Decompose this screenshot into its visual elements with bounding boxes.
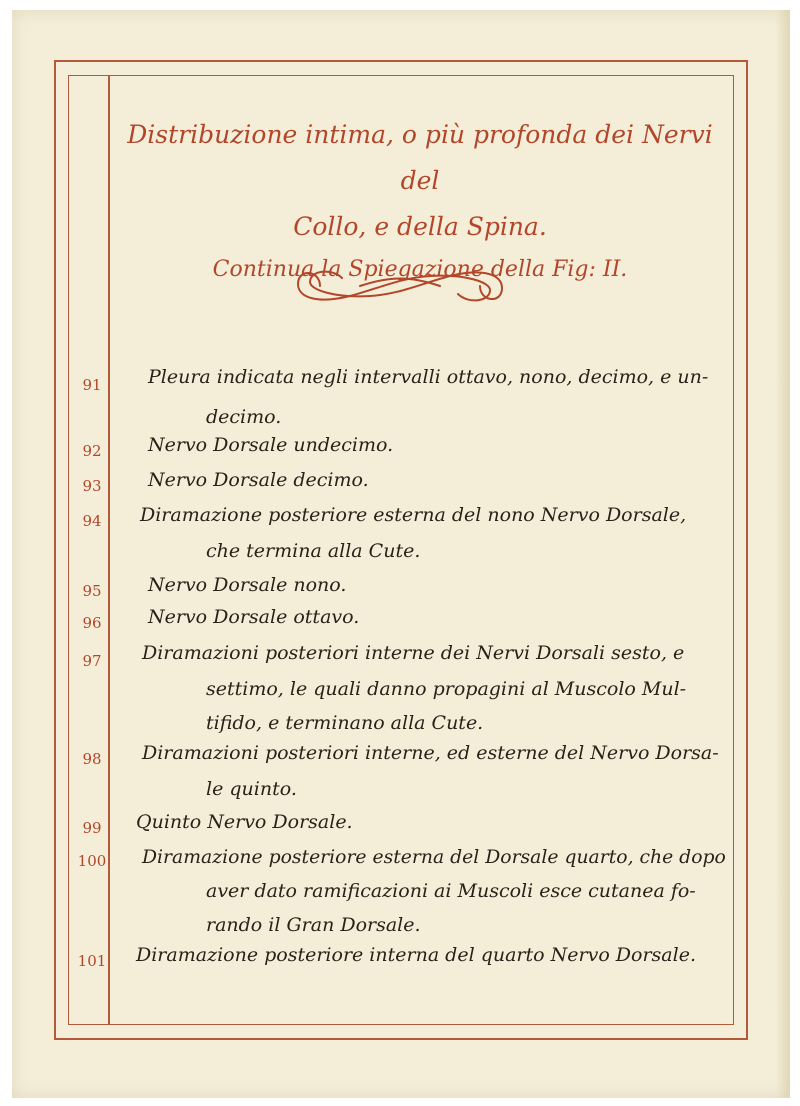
entry-number: 98	[82, 750, 102, 768]
title-line-1: Distribuzione intima, o più profonda dei Nervi del	[127, 120, 713, 195]
entry-text: Diramazioni posteriori interne, ed esterne del Nervo Dorsa-	[142, 742, 719, 764]
entry-text: aver dato ramificazioni ai Muscoli esce cutanea fo-	[206, 880, 696, 902]
entry-text: Nervo Dorsale nono.	[148, 574, 347, 596]
entry-number: 99	[82, 819, 102, 837]
entry-text: Nervo Dorsale ottavo.	[148, 606, 360, 628]
entry-text: settimo, le quali danno propagini al Muscolo Mul-	[206, 678, 687, 700]
entry-text: Diramazione posteriore esterna del nono Nervo Dorsale,	[140, 504, 687, 526]
entry-text: Nervo Dorsale undecimo.	[148, 434, 394, 456]
entry-text: Diramazione posteriore esterna del Dorsale quarto, che dopo	[142, 846, 726, 868]
entry-text: Nervo Dorsale decimo.	[148, 469, 369, 491]
entry-number: 100	[77, 852, 107, 870]
calligraphic-flourish	[290, 258, 510, 314]
entry-number: 97	[82, 652, 102, 670]
entry-number: 91	[82, 376, 102, 394]
entry-number: 92	[82, 442, 102, 460]
entry-text: Quinto Nervo Dorsale.	[136, 811, 353, 833]
title-line-2: Collo, e della Spina.	[293, 212, 547, 241]
entry-text: Diramazione posteriore interna del quarto Nervo Dorsale.	[136, 944, 696, 966]
entry-number: 96	[82, 614, 102, 632]
entry-text: rando il Gran Dorsale.	[206, 914, 421, 936]
entry-number: 101	[77, 952, 107, 970]
entry-text: Pleura indicata negli intervalli ottavo, nono, decimo, e un-	[148, 366, 709, 388]
entry-number: 94	[82, 512, 102, 530]
title-line-3: Continua la Spiegazione della Fig: II.	[212, 257, 628, 282]
entry-number: 95	[82, 582, 102, 600]
entry-number: 93	[82, 477, 102, 495]
entry-text: tifido, e terminano alla Cute.	[206, 712, 484, 734]
entry-text: decimo.	[206, 406, 282, 428]
entry-text: le quinto.	[206, 778, 297, 800]
entry-text: che termina alla Cute.	[206, 540, 421, 562]
entry-text: Diramazioni posteriori interne dei Nervi Dorsali sesto, e	[142, 642, 685, 664]
